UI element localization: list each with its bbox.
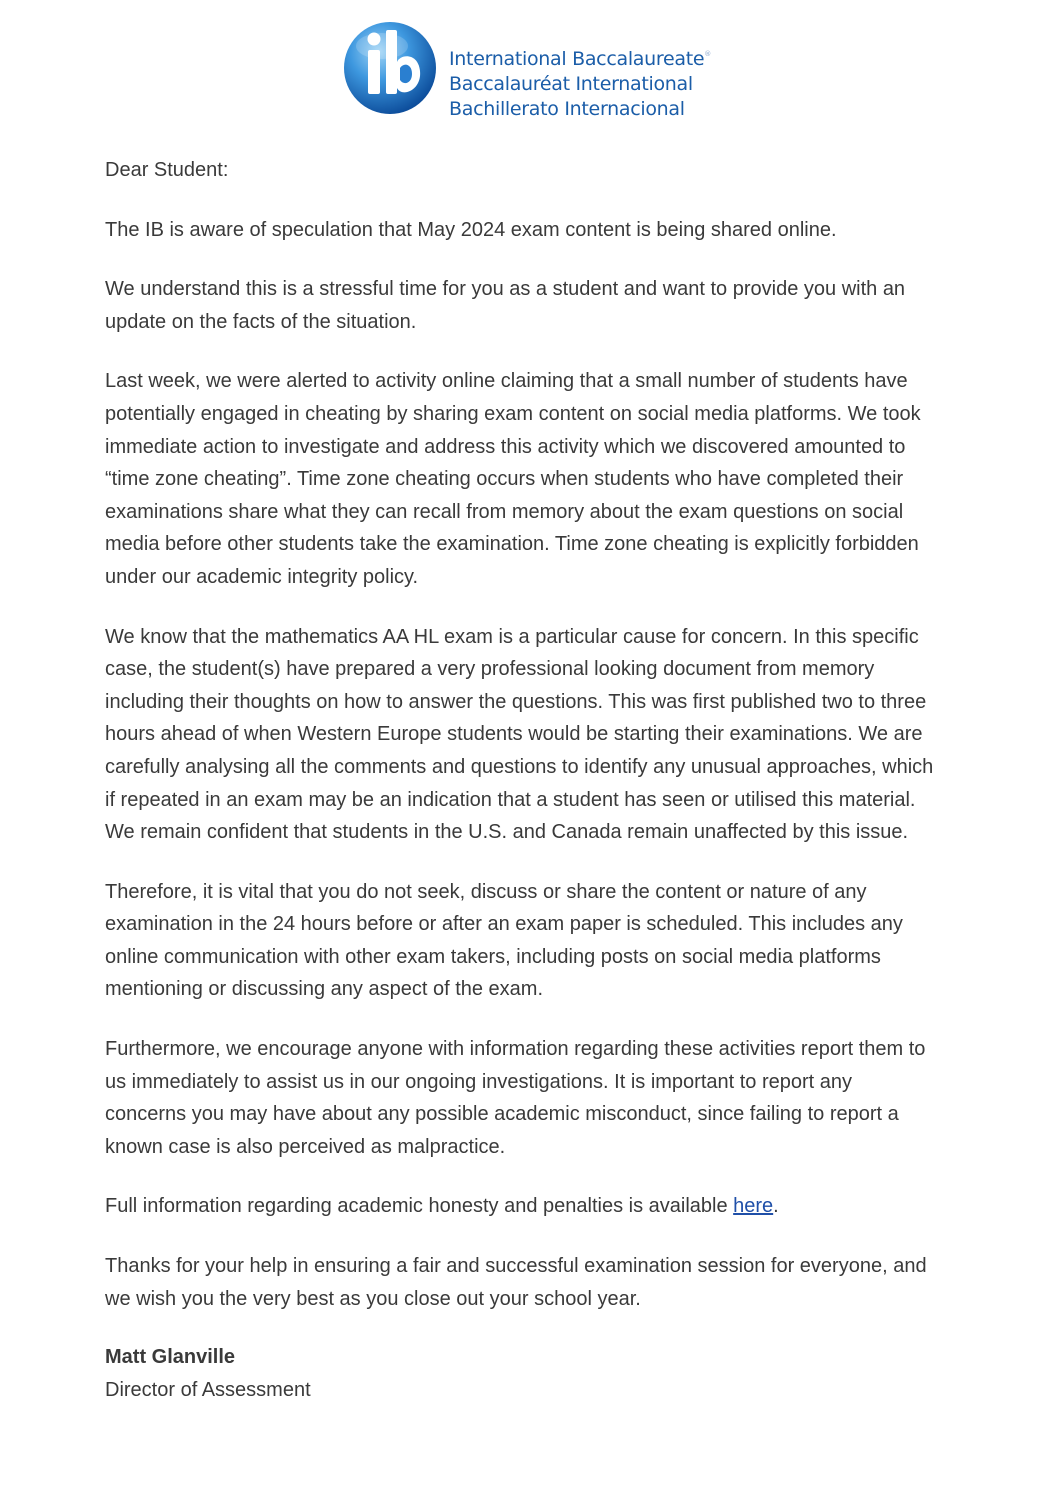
org-name-french: Baccalauréat International: [449, 73, 693, 95]
here-link[interactable]: here: [733, 1195, 774, 1218]
org-name-english: International Baccalaureate®: [449, 48, 711, 70]
letter-body: [105, 154, 935, 1406]
signature-block: [105, 1341, 935, 1406]
paragraph-stressful-time: We understand this is a stressful time for you as a student and want to provide you with an update on the facts of the situation.: [105, 278, 906, 333]
org-name-spanish: Bachillerato Internacional: [449, 98, 685, 120]
paragraph-do-not-share: Therefore, it is vital that you do not seek, discuss or share the content or nature of any examination in the 24 hours before or after an exam paper is scheduled. This includes any online communication with other exam takers, including posts on social media platforms mentioning or discussing any aspect of the exam.: [105, 880, 903, 1001]
letterhead: [340, 16, 720, 120]
organization-names: [449, 42, 711, 122]
paragraph-report: Furthermore, we encourage anyone with information regarding these activities report them to us immediately to assist us in our ongoing investigations. It is important to report any concerns you may have about any possible academic misconduct, since failing to report a known case is also perceived as malpractice.: [105, 1038, 926, 1158]
paragraph-full-information: [105, 1190, 935, 1223]
full-information-period: .: [773, 1195, 779, 1218]
paragraph-math-exam: We know that the mathematics AA HL exam is a particular cause for concern. In this specific case, the student(s) have prepared a very professional looking document from memory including their thoughts on how to answer the questions. This was first published two to three hours ahead of when Western Europe students would be starting their examinations. We are carefully analysing all the comments and questions to identify any unusual approaches, which if repeated in an exam may be an indication that a student has seen or utilised this material. We remain confident that students in the U.S. and Canada remain unaffected by this issue.: [105, 625, 934, 844]
ib-logo-icon: [340, 16, 440, 116]
full-information-text: Full information regarding academic honesty and penalties is available: [105, 1195, 734, 1218]
greeting: Dear Student:: [105, 159, 229, 181]
paragraph-thanks: Thanks for your help in ensuring a fair and successful examination session for everyone, and we wish you the very best as you close out your school year.: [105, 1255, 927, 1310]
signature-title: Director of Assessment: [105, 1378, 311, 1401]
paragraph-speculation: The IB is aware of speculation that May 2024 exam content is being shared online.: [105, 218, 837, 241]
paragraph-time-zone-cheating: Last week, we were alerted to activity online claiming that a small number of students have potentially engaged in cheating by sharing exam content on social media platforms. We took immediate action to investigate and address this activity which we discovered amounted to “time zone cheating”. Time zone cheating occurs when students who have completed their examinations share what they can recall from memory about the exam questions on social media before other students take the examination. Time zone cheating is explicitly forbidden under our academic integrity policy.: [105, 370, 921, 588]
signature-name: Matt Glanville: [105, 1346, 236, 1369]
